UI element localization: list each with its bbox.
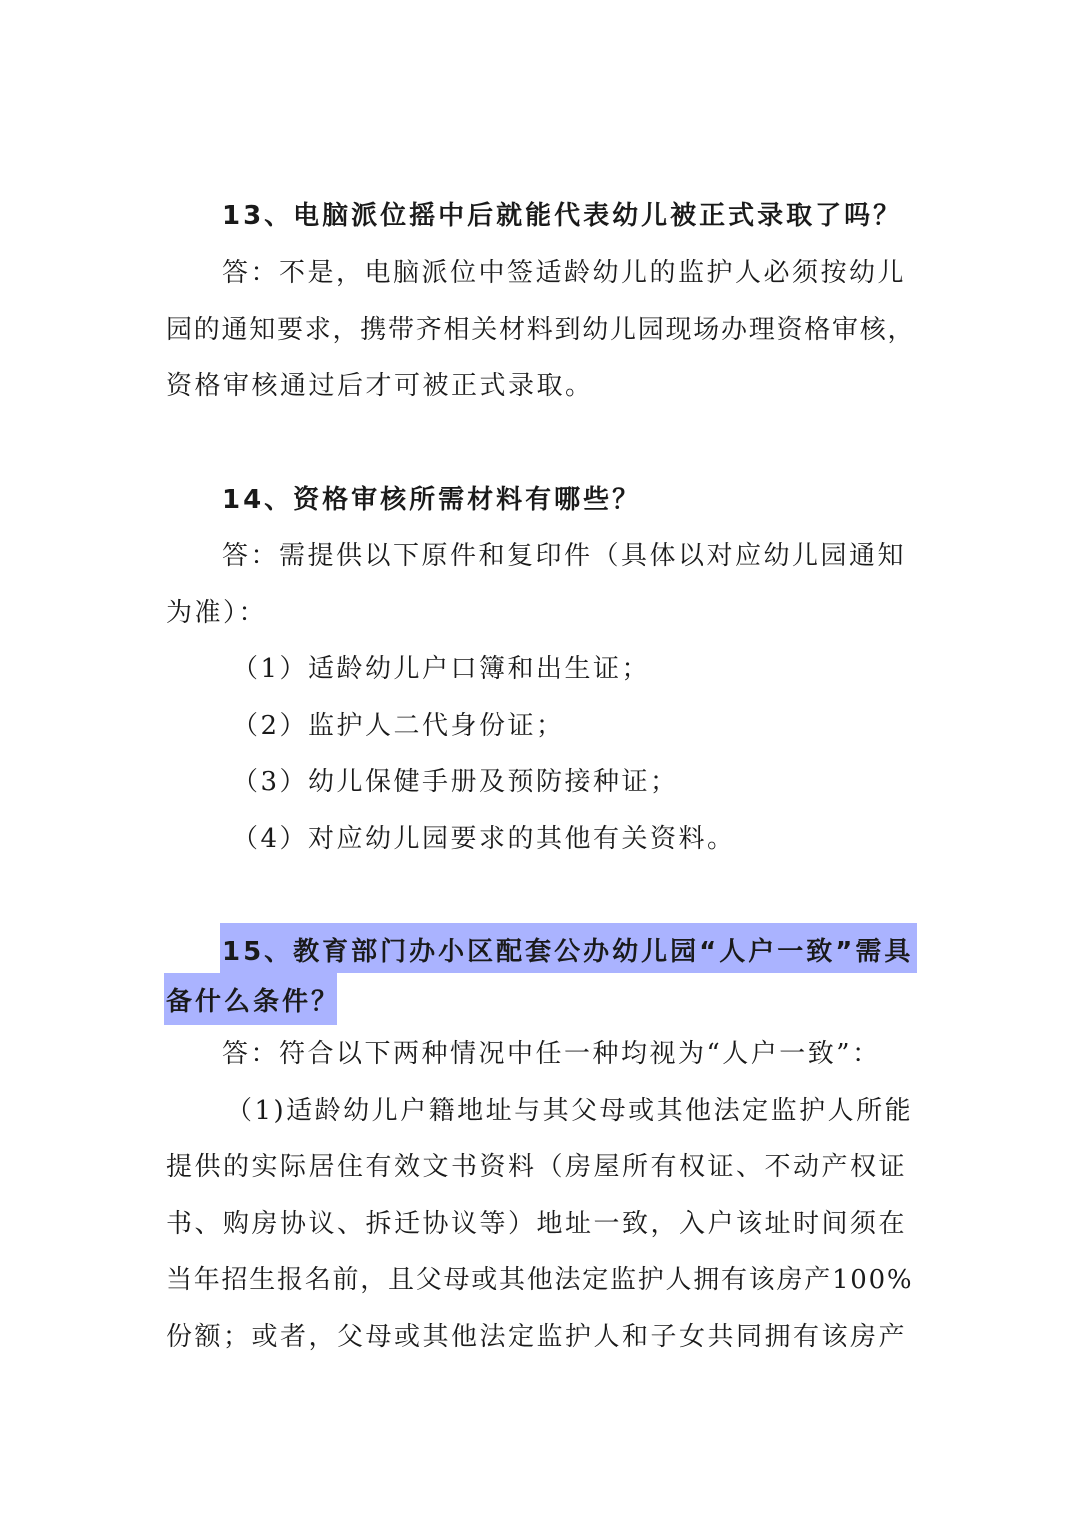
question-13-title: 13、电脑派位摇中后就能代表幼儿被正式录取了吗？ [222, 201, 903, 231]
answer-13-line-3: 资格审核通过后才可被正式录取。 [166, 371, 594, 401]
answer-14-line-2: 为准）： [166, 598, 268, 628]
material-item-1: （1）适龄幼儿户口簿和出生证； [232, 654, 651, 684]
answer-13-line-2: 园的通知要求，携带齐相关材料到幼儿园现场办理资格审核， [166, 315, 916, 345]
material-item-4: （4）对应幼儿园要求的其他有关资料。 [232, 824, 736, 854]
question-15-title-line-2: 备什么条件？ [166, 987, 341, 1017]
answer-15-line-2: （1)适龄幼儿户籍地址与其父母或其他法定监护人所能 [226, 1096, 914, 1126]
answer-15-line-3: 提供的实际居住有效文书资料（房屋所有权证、不动产权证 [166, 1152, 908, 1182]
answer-15-line-6: 份额；或者，父母或其他法定监护人和子女共同拥有该房产 [166, 1322, 908, 1352]
question-15-title-line-1: 15、教育部门办小区配套公办幼儿园“人户一致”需具 [222, 937, 914, 967]
question-14-title: 14、资格审核所需材料有哪些？ [222, 485, 642, 515]
material-item-3: （3）幼儿保健手册及预防接种证； [232, 767, 679, 797]
answer-14-line-1: 答：需提供以下原件和复印件（具体以对应幼儿园通知 [222, 541, 907, 571]
answer-15-line-4: 书、购房协议、拆迁协议等）地址一致，入户该址时间须在 [166, 1209, 908, 1239]
material-item-2: （2）监护人二代身份证； [232, 711, 565, 741]
answer-15-line-1: 答：符合以下两种情况中任一种均视为“人户一致”： [222, 1039, 881, 1069]
answer-13-line-1: 答：不是，电脑派位中签适龄幼儿的监护人必须按幼儿 [222, 258, 907, 288]
answer-15-line-5: 当年招生报名前，且父母或其他法定监护人拥有该房产100% [166, 1265, 914, 1295]
